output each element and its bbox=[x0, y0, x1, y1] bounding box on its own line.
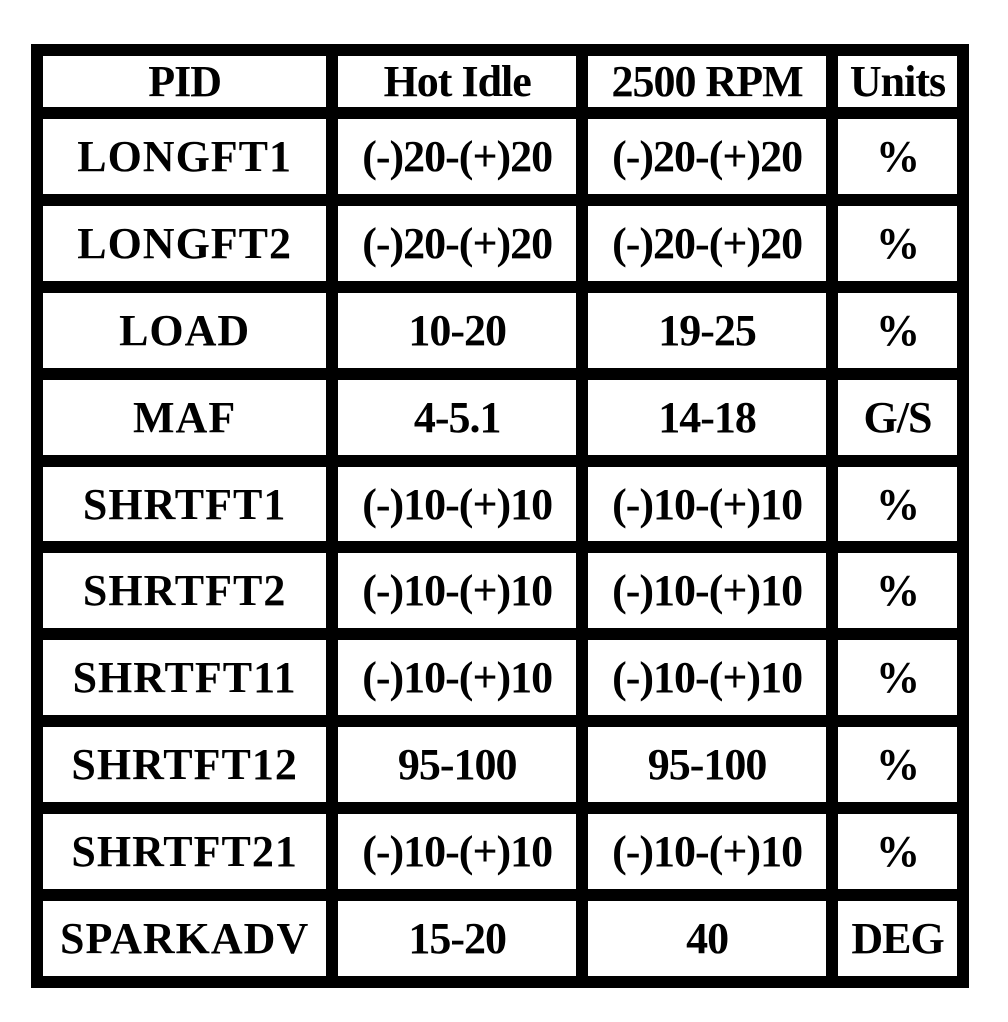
units-cell: G/S bbox=[838, 380, 957, 455]
table-row bbox=[43, 814, 957, 889]
hot-idle-cell: 95-100 bbox=[338, 727, 576, 802]
table-row bbox=[43, 380, 957, 455]
pid-cell: SHRTFT2 bbox=[43, 553, 326, 628]
pid-specification-table bbox=[31, 44, 969, 988]
rpm-2500-cell: (-)10-(+)10 bbox=[588, 814, 826, 889]
table-header-row bbox=[43, 56, 957, 107]
hot-idle-cell: (-)20-(+)20 bbox=[338, 206, 576, 281]
header-2500-rpm: 2500 RPM bbox=[588, 56, 826, 107]
pid-table-container bbox=[31, 44, 969, 988]
pid-cell: LONGFT2 bbox=[43, 206, 326, 281]
units-cell: % bbox=[838, 814, 957, 889]
units-cell: DEG bbox=[838, 901, 957, 976]
hot-idle-cell: 15-20 bbox=[338, 901, 576, 976]
rpm-2500-cell: 14-18 bbox=[588, 380, 826, 455]
rpm-2500-cell: 40 bbox=[588, 901, 826, 976]
hot-idle-cell: (-)20-(+)20 bbox=[338, 119, 576, 194]
pid-cell: LOAD bbox=[43, 293, 326, 368]
hot-idle-cell: (-)10-(+)10 bbox=[338, 640, 576, 715]
table-row bbox=[43, 206, 957, 281]
header-units: Units bbox=[838, 56, 957, 107]
rpm-2500-cell: (-)10-(+)10 bbox=[588, 467, 826, 542]
units-cell: % bbox=[838, 640, 957, 715]
table-row bbox=[43, 640, 957, 715]
rpm-2500-cell: (-)20-(+)20 bbox=[588, 206, 826, 281]
pid-cell: MAF bbox=[43, 380, 326, 455]
hot-idle-cell: (-)10-(+)10 bbox=[338, 814, 576, 889]
header-hot-idle: Hot Idle bbox=[338, 56, 576, 107]
pid-cell: LONGFT1 bbox=[43, 119, 326, 194]
table-row bbox=[43, 553, 957, 628]
units-cell: % bbox=[838, 467, 957, 542]
pid-cell: SPARKADV bbox=[43, 901, 326, 976]
hot-idle-cell: 4-5.1 bbox=[338, 380, 576, 455]
rpm-2500-cell: (-)10-(+)10 bbox=[588, 640, 826, 715]
hot-idle-cell: (-)10-(+)10 bbox=[338, 553, 576, 628]
table-row bbox=[43, 119, 957, 194]
table-row bbox=[43, 727, 957, 802]
units-cell: % bbox=[838, 206, 957, 281]
hot-idle-cell: (-)10-(+)10 bbox=[338, 467, 576, 542]
units-cell: % bbox=[838, 293, 957, 368]
pid-cell: SHRTFT1 bbox=[43, 467, 326, 542]
table-row bbox=[43, 467, 957, 542]
rpm-2500-cell: 19-25 bbox=[588, 293, 826, 368]
rpm-2500-cell: (-)20-(+)20 bbox=[588, 119, 826, 194]
rpm-2500-cell: 95-100 bbox=[588, 727, 826, 802]
units-cell: % bbox=[838, 553, 957, 628]
table-row bbox=[43, 901, 957, 976]
units-cell: % bbox=[838, 119, 957, 194]
pid-cell: SHRTFT11 bbox=[43, 640, 326, 715]
hot-idle-cell: 10-20 bbox=[338, 293, 576, 368]
rpm-2500-cell: (-)10-(+)10 bbox=[588, 553, 826, 628]
units-cell: % bbox=[838, 727, 957, 802]
table-row bbox=[43, 293, 957, 368]
pid-cell: SHRTFT12 bbox=[43, 727, 326, 802]
header-pid: PID bbox=[43, 56, 326, 107]
pid-cell: SHRTFT21 bbox=[43, 814, 326, 889]
